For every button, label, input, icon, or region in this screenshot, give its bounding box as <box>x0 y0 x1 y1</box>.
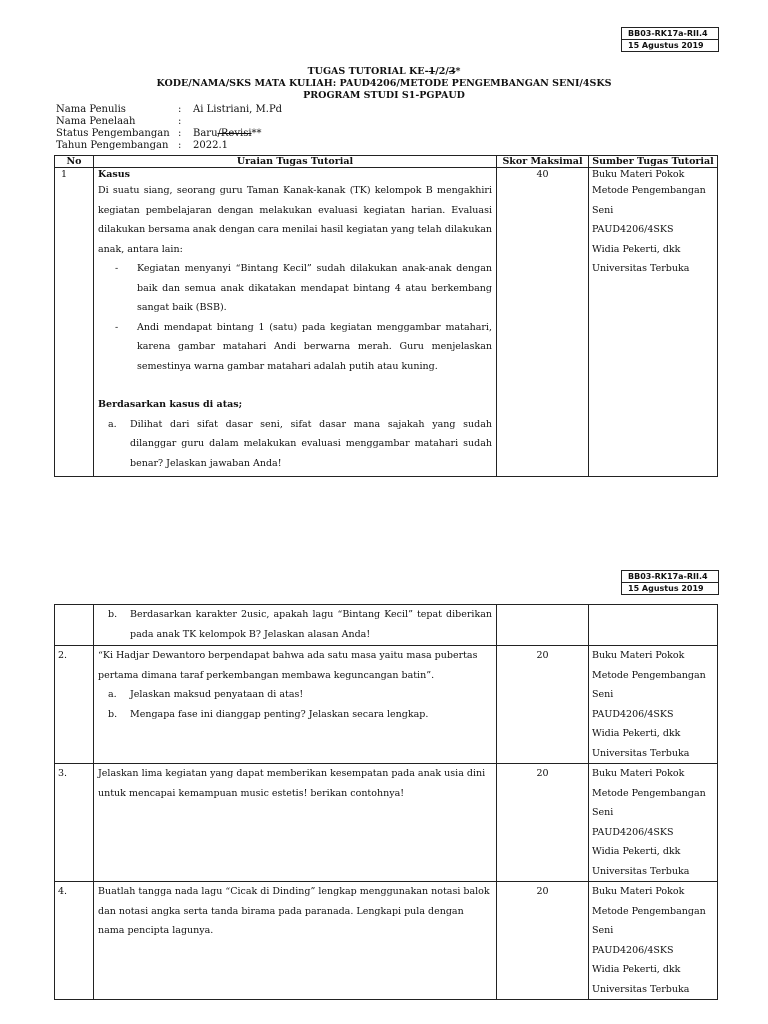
case-intro: Di suatu siang, seorang guru Taman Kanak-kanak (TK) kelompok B mengakhiri kegiatan pembelajaran dengan melakukan evaluasi kegiatan harian. Evaluasi dilakukan bersama anak dengan cara menilai hasil kegiatan yang telah dilakukan anak, antara lain: <box>98 185 492 255</box>
meta-row-penelaah: Nama Penelaah : <box>56 116 182 127</box>
task-description: Jelaskan lima kegiatan yang dapat memberikan kesempatan pada anak usia dini untuk mencapai kemampuan music estetis! berikan contohnya! <box>94 764 497 882</box>
header-sumber: Sumber Tugas Tutorial <box>589 156 718 168</box>
task-table-page1 <box>54 155 718 477</box>
max-score: 40 <box>497 168 589 477</box>
meta-row-tahun: Tahun Pengembangan : 2022.1 <box>56 140 228 151</box>
row-number: 2. <box>55 646 94 764</box>
header-uraian: Uraian Tugas Tutorial <box>94 156 497 168</box>
row-number: 1 <box>55 168 94 477</box>
task-source: Buku Materi Pokok Metode Pengembangan Seni PAUD4206/4SKS Widia Pekerti, dkk Universitas Terbuka <box>589 882 718 1000</box>
max-score: 20 <box>497 646 589 764</box>
table-row <box>55 168 718 477</box>
document-date: 15 Agustus 2019 <box>622 39 718 51</box>
meta-block <box>56 104 282 152</box>
document-date: 15 Agustus 2019 <box>622 582 718 594</box>
case-title: Kasus <box>98 169 131 180</box>
max-score: 20 <box>497 764 589 882</box>
row-number: 4. <box>55 882 94 1000</box>
table-row <box>55 646 718 764</box>
program-heading: PROGRAM STUDI S1-PGPAUD <box>303 90 465 101</box>
row-number: 3. <box>55 764 94 882</box>
question-b: b. Mengapa fase ini dianggap penting? Jelaskan secara lengkap. <box>108 708 429 720</box>
task-description <box>94 168 497 477</box>
task-source: Buku Materi Pokok Metode Pengembangan Seni PAUD4206/4SKS Widia Pekerti, dkk Universitas Terbuka <box>589 168 718 477</box>
table-row <box>55 764 718 882</box>
table-row <box>55 605 718 646</box>
question-a: a. Jelaskan maksud penyataan di atas! <box>108 689 304 700</box>
task-table-page2 <box>54 604 718 1000</box>
document-code: BB03-RK17a-RII.4 <box>628 572 708 581</box>
question-intro: Berdasarkan kasus di atas; <box>98 399 243 410</box>
document-code-box <box>621 27 719 52</box>
meta-row-status: Status Pengembangan : Baru /Revisi ** <box>56 128 262 139</box>
task-source: Buku Materi Pokok Metode Pengembangan Seni PAUD4206/4SKS Widia Pekerti, dkk Universitas Terbuka <box>589 764 718 882</box>
task-source: Buku Materi Pokok Metode Pengembangan Seni PAUD4206/4SKS Widia Pekerti, dkk Universitas Terbuka <box>589 646 718 764</box>
question-b: b. Berdasarkan karakter 2usic, apakah lagu “Bintang Kecil” tepat diberikan pada anak TK kelompok B? Jelaskan alasan Anda! <box>108 609 492 640</box>
page-title: TUGAS TUTORIAL KE-1/2/3* <box>307 66 461 77</box>
header-no: No <box>55 156 94 168</box>
course-heading: KODE/NAMA/SKS MATA KULIAH: PAUD4206/METODE PENGEMBANGAN SENI/4SKS <box>156 78 612 89</box>
list-item: - Kegiatan menyanyi “Bintang Kecil” sudah dilakukan anak-anak dengan baik dan semua anak dikatakan mendapat bintang 4 atau berkembang sangat baik (BSB). <box>115 263 492 313</box>
document-code-box-page2 <box>621 570 719 595</box>
max-score: 20 <box>497 882 589 1000</box>
header-skor: Skor Maksimal <box>497 156 589 168</box>
table-row <box>55 882 718 1000</box>
task-description: Buatlah tangga nada lagu “Cicak di Dinding” lengkap menggunakan notasi balok dan notasi angka serta tanda birama pada paranada. Lengkapi pula dengan nama pencipta lagunya. <box>94 882 497 1000</box>
meta-row-penulis: Nama Penulis : Ai Listriani, M.Pd <box>56 104 283 115</box>
question-a: a. Dilihat dari sifat dasar seni, sifat dasar mana sajakah yang sudah dilanggar guru dalam melakukan evaluasi menggambar matahari sudah benar? Jelaskan jawaban Anda! <box>108 418 492 469</box>
document-code: BB03-RK17a-RII.4 <box>628 29 708 38</box>
table-header-row <box>55 156 718 168</box>
list-item: - Andi mendapat bintang 1 (satu) pada kegiatan menggambar matahari, karena gambar matahari Andi berwarna merah. Guru menjelaskan semestinya warna gambar matahari adalah putih atau kuning. <box>115 321 492 372</box>
task-description: “Ki Hadjar Dewantoro berpendapat bahwa ada satu masa yaitu masa pubertas pertama dimana taraf perkembangan membawa keguncangan batin”. a. Jelaskan maksud penyataan di atas! b. Mengapa fase ini dianggap penting? Jelaskan secara lengkap. <box>94 646 497 764</box>
task-description <box>94 605 497 646</box>
